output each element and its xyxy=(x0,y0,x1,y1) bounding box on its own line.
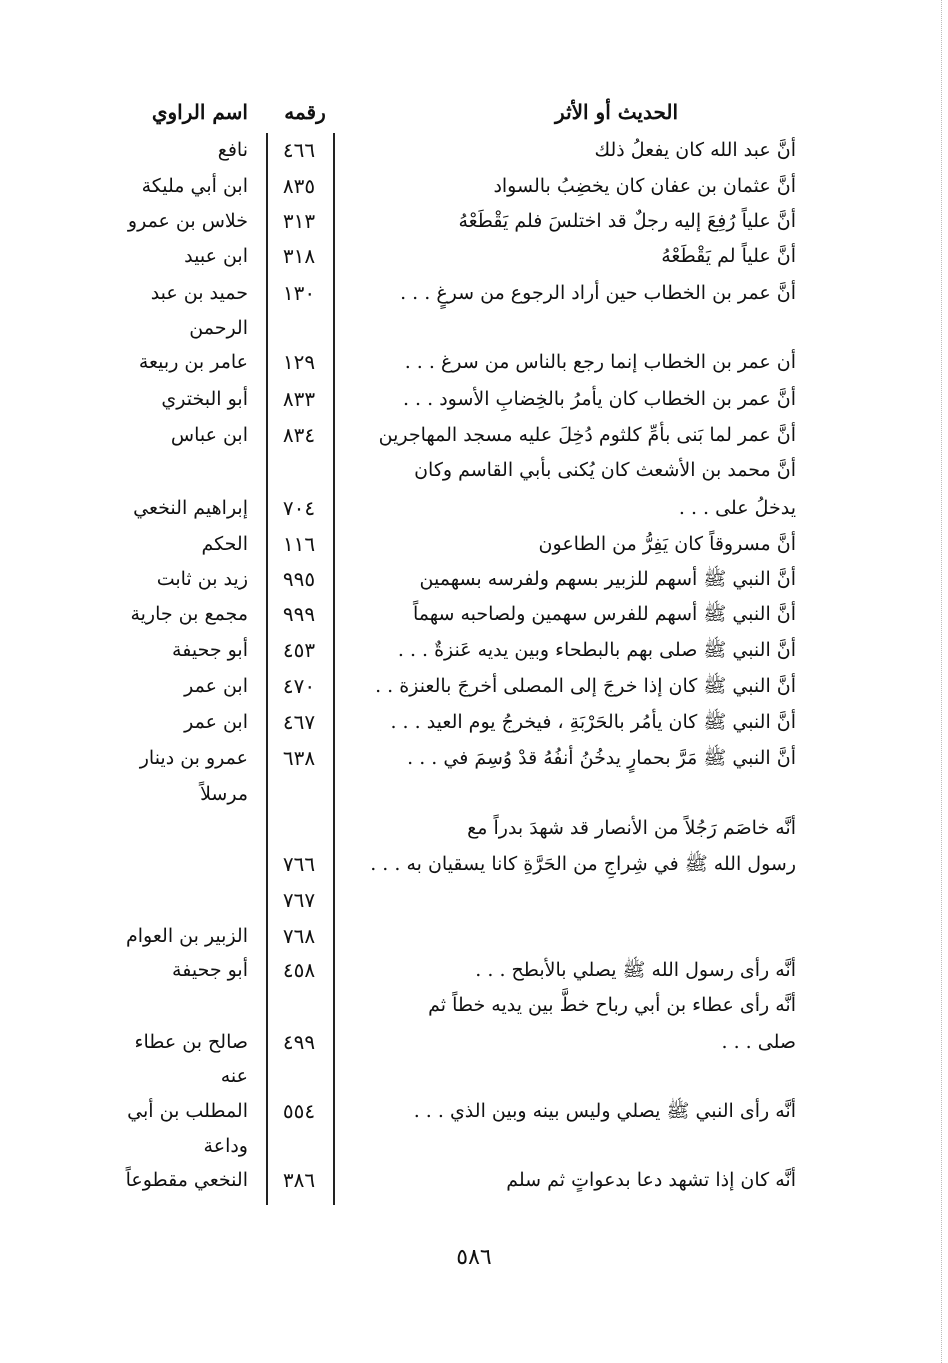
hadith-text: أنَّ عثمان بن عفان كان يخضِبُ بالسواد xyxy=(493,175,796,197)
hadith-number: ٨٣٥ xyxy=(282,174,316,198)
hadith-text: أنَّه رأى رسول الله ﷺ يصلي بالأبطح . . . xyxy=(475,959,796,981)
hadith-number: ٤٦٦ xyxy=(282,138,316,162)
hadith-text: أنَّه رأى عطاء بن أبي رباح خطَّ بين يديه خطاً ثم xyxy=(428,994,796,1016)
hadith-number: ٣٨٦ xyxy=(282,1168,316,1192)
hadith-text: أنَّ علياً رُفِعَ إليه رجلٌ قد اختلسَ فلم يَقْطَعْهُ xyxy=(458,210,796,232)
narrator-name: النخعي مقطوعاً xyxy=(125,1169,248,1191)
narrator-name: صالح بن عطاء xyxy=(134,1031,248,1053)
narrator-name: أبو البختري xyxy=(161,388,248,410)
hadith-number: ٩٩٩ xyxy=(282,602,316,626)
hadith-number: ٧٠٤ xyxy=(282,496,316,520)
hadith-number: ١٣٠ xyxy=(282,281,316,305)
narrator-name-continued: وداعة xyxy=(203,1135,248,1157)
narrator-name: ابن أبي مليكة xyxy=(141,175,248,197)
hadith-text: أنَّ عمر بن الخطاب حين أراد الرجوع من سرغٍ . . . xyxy=(400,282,796,304)
hadith-number: ٣١٨ xyxy=(282,244,316,268)
hadith-number: ٤٦٧ xyxy=(282,710,316,734)
hadith-number: ١٢٩ xyxy=(282,350,316,374)
hadith-number: ٧٦٨ xyxy=(282,924,316,948)
hadith-number: ٩٩٥ xyxy=(282,567,316,591)
narrator-name: ابن عباس xyxy=(170,424,248,446)
hadith-number: ٤٥٣ xyxy=(282,638,316,662)
hadith-text: أنَّ النبي ﷺ كان يأمُر بالحَرْبَةِ ، فيخرجُ يوم العيد . . . xyxy=(390,711,796,733)
hadith-text: أنَّ النبي ﷺ صلى بهم بالبطحاء وبين يديه عَنزةٌ . . . xyxy=(397,639,796,661)
hadith-number: ٧٦٦ xyxy=(282,852,316,876)
hadith-text: أنَّه خاصَم رَجُلاً من الأنصار قد شهدَ بدراً مع xyxy=(467,817,796,839)
hadith-text-continued: رسول الله ﷺ في شِراجِ من الحَرَّةِ كانا يسقيان به . . . xyxy=(370,853,796,875)
hadith-text-continued: صلى . . . xyxy=(721,1031,796,1053)
narrator-name: خلاس بن عمرو xyxy=(127,210,248,232)
hadith-text: أنَّ مسروقاً كان يَفِرُّ من الطاعون xyxy=(538,533,796,555)
hadith-number: ٤٥٨ xyxy=(282,958,316,982)
narrator-name: زيد بن ثابت xyxy=(156,568,248,590)
page-number: ٥٨٦ xyxy=(456,1245,492,1270)
header-narrator: اسم الراوي xyxy=(151,100,248,124)
hadith-number: ٤٧٠ xyxy=(282,674,316,698)
hadith-text: أنَّ علياً لم يَقْطَعْهُ xyxy=(661,245,796,267)
hadith-text: أنَّ النبي ﷺ أسهم للزبير بسهم ولفرسه بسهمين xyxy=(419,568,796,590)
narrator-name: إبراهيم النخعي xyxy=(133,497,248,519)
hadith-text: أنَّ عمر بن الخطاب كان يأمرُ بالخِضابِ الأسود . . . xyxy=(402,388,796,410)
hadith-number: ٤٩٩ xyxy=(282,1030,316,1054)
page-edge xyxy=(940,0,942,1363)
narrator-name: المطلب بن أبي xyxy=(127,1100,248,1122)
header-hadith: الحديث أو الأثر xyxy=(555,100,678,124)
hadith-number: ٦٣٨ xyxy=(282,746,316,770)
narrator-name-continued: الرحمن xyxy=(189,317,248,339)
narrator-name-continued: مرسلاً xyxy=(200,783,248,805)
hadith-text: أنَّ النبي ﷺ أسهم للفرس سهمين ولصاحبه سهماً xyxy=(412,603,796,625)
hadith-text: أنَّ محمد بن الأشعث كان يُكنى بأبي القاسم وكان xyxy=(414,459,796,481)
narrator-name: عمرو بن دينار xyxy=(139,747,248,769)
narrator-name: نافع xyxy=(217,139,248,161)
narrator-name: مجمع بن جارية xyxy=(130,603,248,625)
narrator-name: عامر بن ربيعة xyxy=(138,351,248,373)
hadith-text: أنَّه كان إذا تشهد دعا بدعواتٍ ثم سلم xyxy=(506,1169,796,1191)
narrator-name: أبو جحيفة xyxy=(172,639,248,661)
narrator-name: حميد بن عبد xyxy=(150,282,248,304)
hadith-text-continued: يدخلُ على . . . xyxy=(678,497,796,519)
narrator-name-continued: عنه xyxy=(220,1065,248,1087)
hadith-text: أنَّه رأى النبي ﷺ يصلي وليس بينه وبين الذي . . . xyxy=(413,1100,796,1122)
narrator-name: ابن عمر xyxy=(184,675,248,697)
hadith-number: ٣١٣ xyxy=(282,209,316,233)
header-number: رقمه xyxy=(284,100,326,124)
hadith-text: أنَّ عمر لما بَنى بأمِّ كلثوم دُخِلَ عليه مسجد المهاجرين xyxy=(378,424,796,446)
hadith-text: أنَّ عبد الله كان يفعلُ ذلك xyxy=(594,139,796,161)
hadith-number: ٨٣٤ xyxy=(282,423,316,447)
column-divider-right xyxy=(333,133,335,1205)
hadith-number: ١١٦ xyxy=(282,532,316,556)
hadith-number: ٨٣٣ xyxy=(282,387,316,411)
narrator-name: ابن عبيد xyxy=(184,245,248,267)
hadith-number: ٥٥٤ xyxy=(282,1099,316,1123)
hadith-text: أن عمر بن الخطاب إنما رجع بالناس من سرغ . . . xyxy=(404,351,796,373)
narrator-name: الحكم xyxy=(201,533,248,555)
narrator-name: الزبير بن العوام xyxy=(126,925,248,947)
narrator-name: ابن عمر xyxy=(184,711,248,733)
hadith-number: ٧٦٧ xyxy=(282,888,316,912)
hadith-text: أنَّ النبي ﷺ كان إذا خرجَ إلى المصلى أخرجَ بالعنزة . . xyxy=(375,675,796,697)
hadith-text: أنَّ النبي ﷺ مَرَّ بحمارٍ يدخُنُ أنفُهُ قدْ وُسِمَ في . . . xyxy=(407,747,796,769)
narrator-name: أبو جحيفة xyxy=(172,959,248,981)
